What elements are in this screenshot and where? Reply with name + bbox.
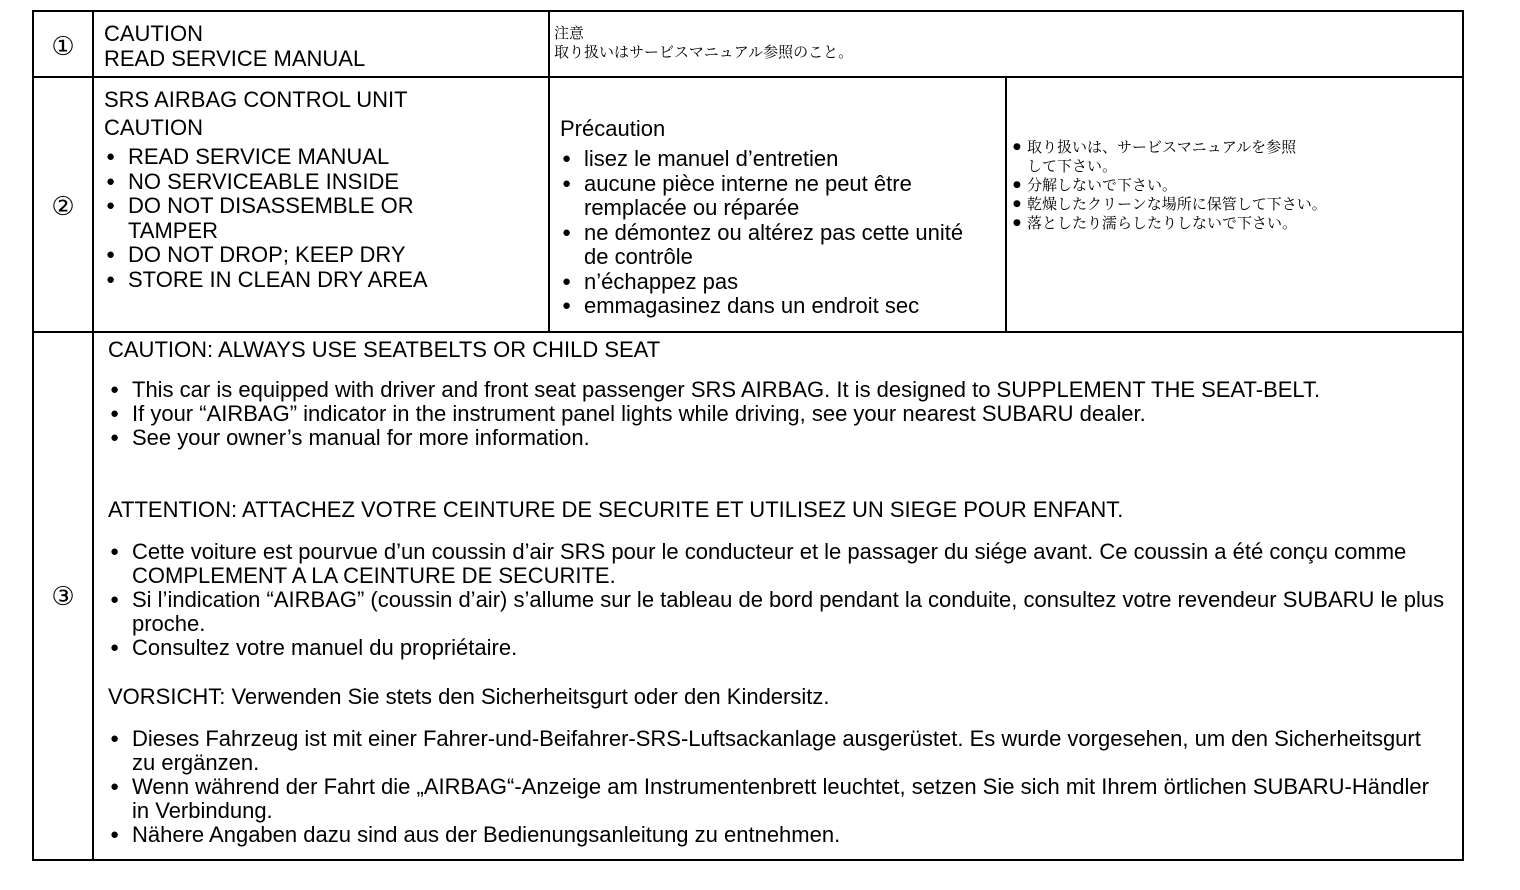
list-item: ● Dieses Fahrzeug ist mit einer Fahrer-und-Beifahrer-SRS-Luftsackanlage ausgerüstet. Es wurde vorgesehen, um den Sicherheitsgurt zu ergänzen. — [108, 727, 1448, 775]
row3-french — [108, 498, 1448, 660]
row2-english-item-3: ● DO NOT DISASSEMBLE OR TAMPER — [128, 193, 414, 243]
row3-english-heading: CAUTION: ALWAYS USE SEATBELTS OR CHILD SEAT — [108, 337, 661, 362]
row1-japanese-line-2: 取り扱いはサービスマニュアル参照のこと。 — [554, 43, 854, 61]
row2-french-title: Précaution — [560, 116, 666, 141]
list-item: ● Nähere Angaben dazu sind aus der Bedienungsanleitung zu entnehmen. — [108, 823, 1448, 847]
list-item — [104, 194, 544, 243]
column-divider-row2-b — [1005, 76, 1007, 331]
row3-french-heading: ATTENTION: ATTACHEZ VOTRE CEINTURE DE SECURITE ET UTILISEZ UN SIEGE POUR ENFANT. — [108, 497, 1124, 522]
row-number-3: ③ — [51, 581, 75, 611]
row3-german-list — [108, 727, 1448, 847]
row1-english-line-1: CAUTION — [104, 21, 203, 46]
column-divider-row2-a — [548, 76, 550, 331]
row2-japanese-list — [1013, 138, 1453, 233]
list-item: ● Wenn während der Fahrt die „AIRBAG“-Anzeige am Instrumentenbrett leuchtet, setzen Sie sich mit Ihrem örtlichen SUBARU-Händler in Verbindung. — [108, 775, 1448, 823]
column-divider-row1 — [548, 10, 550, 76]
row1-english — [104, 21, 365, 71]
row2-french-item-2: ● aucune pièce interne ne peut être remplacée ou réparée — [584, 170, 912, 220]
list-item: ● If your “AIRBAG” indicator in the instrument panel lights while driving, see your nearest SUBARU dealer. — [108, 402, 1448, 426]
row1-japanese — [554, 24, 853, 62]
row2-japanese — [1013, 138, 1453, 233]
row2-japanese-item-1: ● 取り扱いは、サービスマニュアルを参照して下さい。 — [1027, 138, 1297, 175]
list-item: ● NO SERVICEABLE INSIDE — [104, 170, 544, 195]
list-item: ● Consultez votre manuel du propriétaire. — [108, 636, 1448, 660]
row2-french-list — [560, 147, 1000, 319]
list-item: ● READ SERVICE MANUAL — [104, 145, 544, 170]
row-number-2: ② — [51, 191, 75, 221]
list-item — [1013, 138, 1453, 176]
row3-english — [108, 338, 1448, 450]
row-divider-2 — [32, 331, 1464, 333]
row1-japanese-line-1: 注意 — [554, 24, 585, 42]
list-item: ● Cette voiture est pourvue d’un coussin d’air SRS pour le conducteur et le passager du siége avant. Ce coussin a été conçu comme COMPLEMENT A LA CEINTURE DE SECURITE. — [108, 540, 1448, 588]
row3-english-list — [108, 378, 1448, 450]
row1-english-line-2: READ SERVICE MANUAL — [104, 46, 366, 71]
list-item: ● 乾燥したクリーンな場所に保管して下さい。 — [1013, 195, 1453, 214]
row2-english — [104, 86, 544, 292]
row3-german-heading: VORSICHT: Verwenden Sie stets den Sicherheitsgurt oder den Kindersitz. — [108, 684, 830, 709]
row2-french-item-3: ● ne démontez ou altérez pas cette unité de contrôle — [584, 219, 964, 269]
list-item: ● n’échappez pas — [560, 270, 1000, 295]
list-item: ● emmagasinez dans un endroit sec — [560, 294, 1000, 319]
row2-english-title-2: CAUTION — [104, 115, 203, 140]
list-item: ● Si l’indication “AIRBAG” (coussin d’air) s’allume sur le tableau de bord pendant la conduite, consultez votre revendeur SUBARU le plus proche. — [108, 588, 1448, 636]
list-item: ● See your owner’s manual for more information. — [108, 426, 1448, 450]
row-divider-1 — [32, 76, 1464, 78]
list-item: ● This car is equipped with driver and front seat passenger SRS AIRBAG. It is designed to SUPPLEMENT THE SEAT-BELT. — [108, 378, 1448, 402]
row2-english-title-1: SRS AIRBAG CONTROL UNIT — [104, 87, 408, 112]
row-number-1: ① — [51, 31, 75, 61]
list-item — [560, 172, 1000, 221]
list-item: ● STORE IN CLEAN DRY AREA — [104, 268, 544, 293]
row3-german — [108, 685, 1448, 847]
list-item: ● 落としたり濡らしたりしないで下さい。 — [1013, 214, 1453, 233]
list-item — [560, 221, 1000, 270]
row2-english-list — [104, 145, 544, 292]
row3-french-list — [108, 540, 1448, 660]
list-item: ● DO NOT DROP; KEEP DRY — [104, 243, 544, 268]
row2-french — [560, 116, 1000, 319]
column-divider-number — [92, 10, 94, 861]
list-item: ● 分解しないで下さい。 — [1013, 176, 1453, 195]
list-item: ● lisez le manuel d’entretien — [560, 147, 1000, 172]
